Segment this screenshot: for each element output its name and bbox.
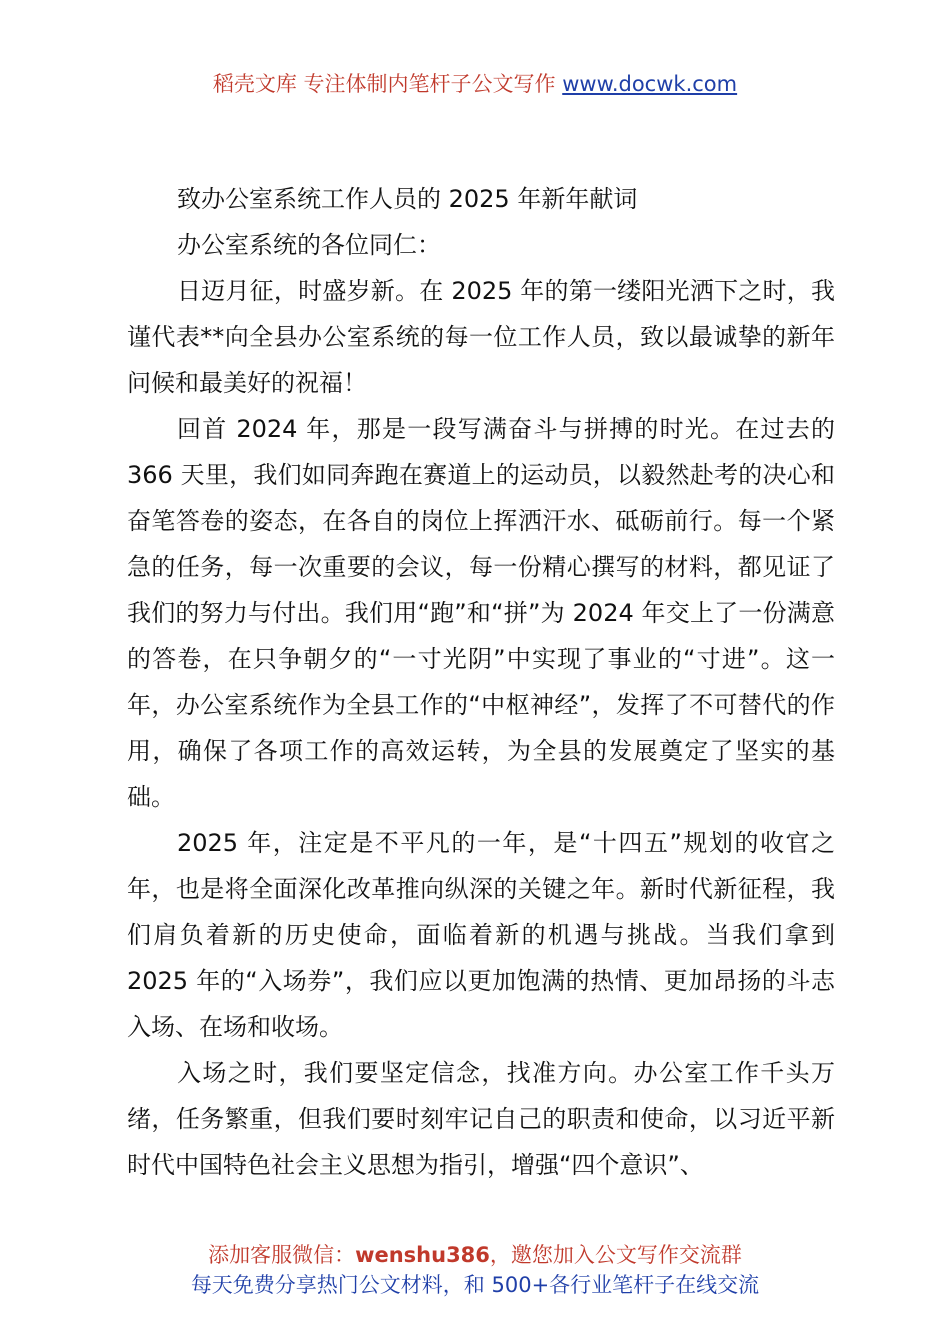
paragraph: 日迈月征，时盛岁新。在 2025 年的第一缕阳光洒下之时，我谨代表**向全县办公室系统的每一位工作人员，致以最诚挚的新年问候和最美好的祝福！ <box>127 277 835 397</box>
salutation: 办公室系统的各位同仁： <box>177 231 441 259</box>
document-title: 致办公室系统工作人员的 2025 年新年献词 <box>177 185 638 213</box>
paragraph: 入场之时，我们要坚定信念，找准方向。办公室工作千头万绪，任务繁重，但我们要时刻牢记自己的职责和使命，以习近平新时代中国特色社会主义思想为指引，增强“四个意识”、 <box>127 1059 835 1179</box>
paragraph: 2025 年，注定是不平凡的一年，是“十四五”规划的收官之年，也是将全面深化改革推向纵深的关键之年。新时代新征程，我们肩负着新的历史使命，面临着新的机遇与挑战。当我们拿到 2025 年的“入场券”，我们应以更加饱满的热情、更加昂扬的斗志入场、在场和收场。 <box>127 829 835 1041</box>
header-text: 稻壳文库 专注体制内笔杆子公文写作 <box>212 72 563 96</box>
wechat-id: wenshu386 <box>355 1243 490 1267</box>
site-url-link[interactable]: www.docwk.com <box>562 72 738 96</box>
footer-suffix: ，邀您加入公文写作交流群 <box>489 1243 742 1267</box>
footer-contact <box>0 1241 950 1269</box>
footer-promo: 每天免费分享热门公文材料，和 500+各行业笔杆子在线交流 <box>190 1273 760 1297</box>
footer-prefix: 添加客服微信： <box>208 1243 356 1267</box>
paragraph: 回首 2024 年，那是一段写满奋斗与拼搏的时光。在过去的 366 天里，我们如同奔跑在赛道上的运动员，以毅然赴考的决心和奋笔答卷的姿态，在各自的岗位上挥洒汗水、砥砺前行。每一个紧急的任务，每一次重要的会议，每一份精心撰写的材料，都见证了我们的努力与付出。我们用“跑”和“拼”为 2024 年交上了一份满意的答卷，在只争朝夕的“一寸光阴”中实现了事业的“寸进”。这一年，办公室系统作为全县工作的“中枢神经”，发挥了不可替代的作用，确保了各项工作的高效运转，为全县的发展奠定了坚实的基础。 <box>127 415 835 811</box>
document-body <box>127 176 835 1188</box>
site-header <box>0 70 950 98</box>
